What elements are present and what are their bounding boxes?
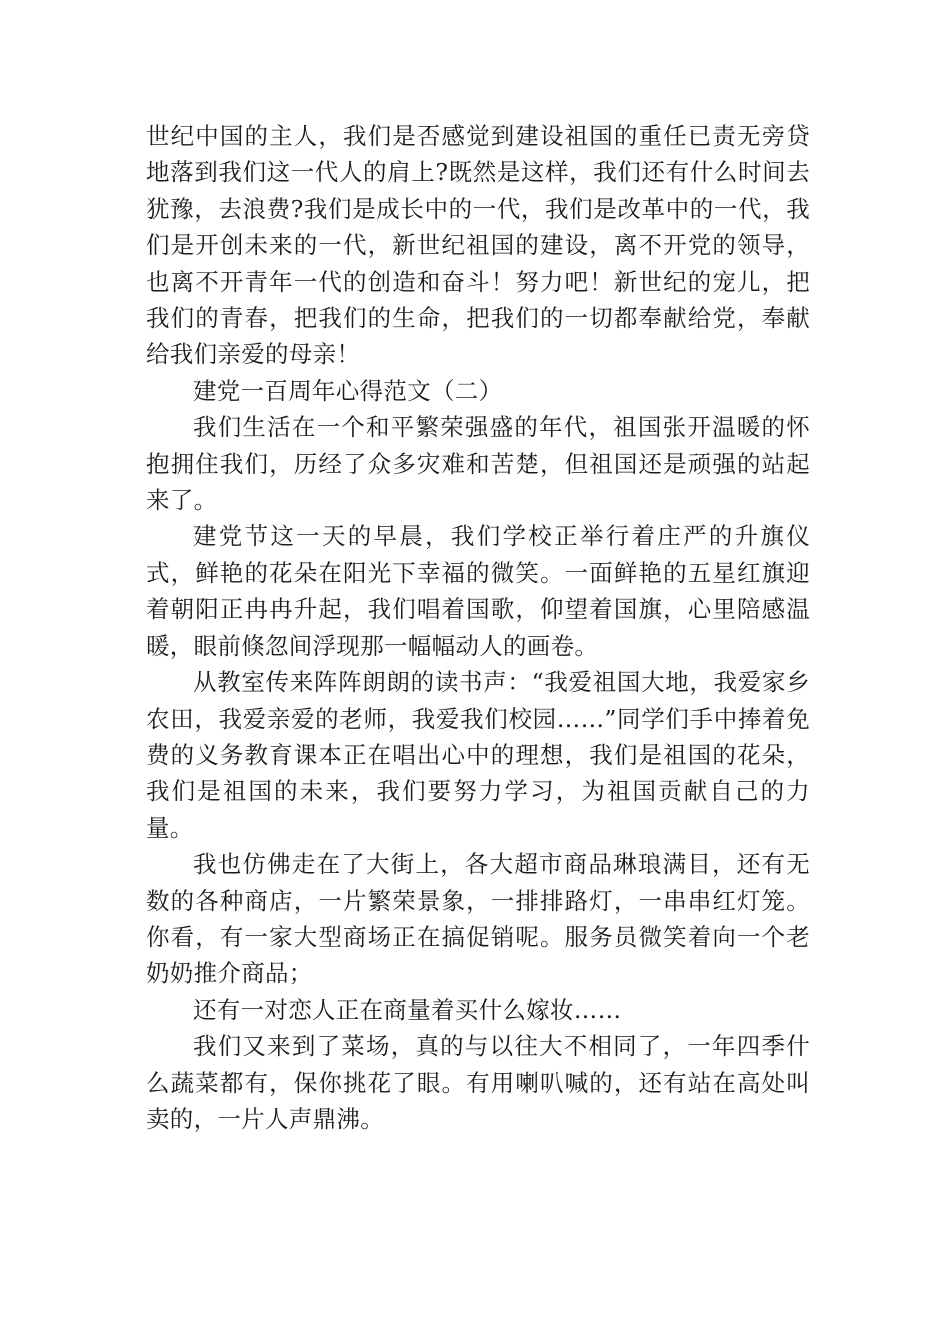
section-heading: 建党一百周年心得范文（二） (193, 376, 503, 405)
paragraph: 我们又来到了菜场，真的与以往大不相同了，一年四季什么蔬菜都有，保你挑花了眼。有用喇叭喊的，还有站在高处叫卖的，一片人声鼎沸。 (146, 1032, 810, 1133)
paragraph: 我们生活在一个和平繁荣强盛的年代，祖国张开温暖的怀抱拥住我们，历经了众多灾难和苦楚，但祖国还是顽强的站起来了。 (146, 413, 810, 515)
paragraph: 还有一对恋人正在商量着买什么嫁妆…… (193, 995, 622, 1024)
document-body (146, 118, 810, 1137)
paragraph: 我也仿佛走在了大街上，各大超市商品琳琅满目，还有无数的各种商店，一片繁荣景象，一排排路灯，一串串红灯笼。你看，有一家大型商场正在搞促销呢。服务员微笑着向一个老奶奶推介商品； (146, 850, 810, 988)
paragraph: 建党节这一天的早晨，我们学校正举行着庄严的升旗仪式，鲜艳的花朵在阳光下幸福的微笑。一面鲜艳的五星红旗迎着朝阳正冉冉升起，我们唱着国歌，仰望着国旗，心里陪感温暖，眼前倏忽间浮现那一幅幅动人的画卷。 (146, 522, 810, 660)
paragraph: 从教室传来阵阵朗朗的读书声：“我爱祖国大地，我爱家乡农田，我爱亲爱的老师，我爱我们校园……”同学们手中捧着免费的义务教育课本正在唱出心中的理想，我们是祖国的花朵，我们是祖国的未来，我们要努力学习，为祖国贡献自己的力量。 (146, 668, 810, 842)
paragraph-continuation: 世纪中国的主人，我们是否感觉到建设祖国的重任已责无旁贷地落到我们这一代人的肩上?既然是这样，我们还有什么时间去犹豫，去浪费?我们是成长中的一代，我们是改革中的一代，我们是开创未来的一代，新世纪祖国的建设，离不开党的领导，也离不开青年一代的创造和奋斗！努力吧！新世纪的宠儿，把我们的青春，把我们的生命，把我们的一切都奉献给党，奉献给我们亲爱的母亲！ (146, 122, 810, 369)
